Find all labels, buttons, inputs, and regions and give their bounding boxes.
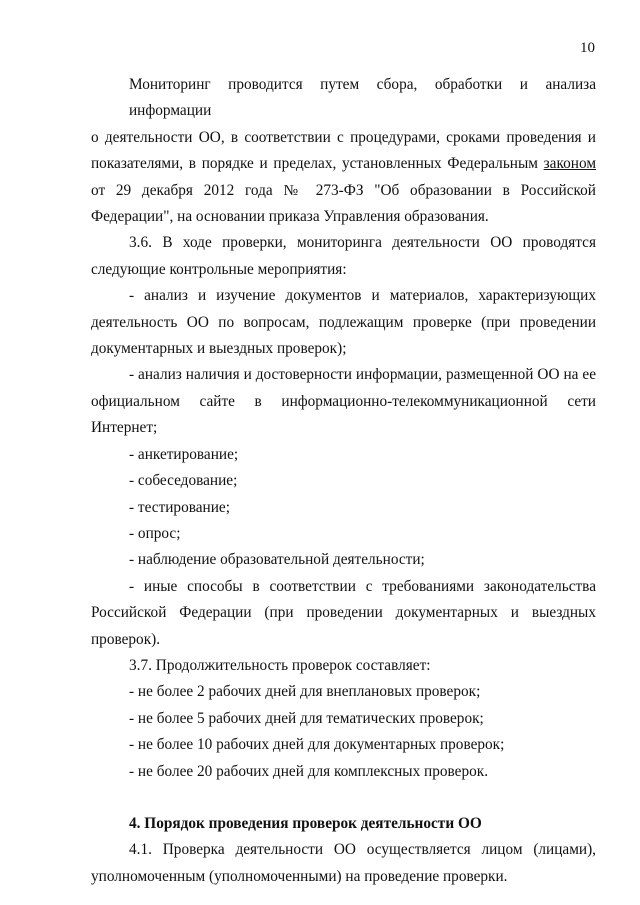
law-link[interactable]: законом	[543, 155, 596, 173]
text-line: Федерации", на основании приказа Управления образования.	[91, 208, 489, 226]
text-line: Российской Федерации (при проведении документарных и выездных	[91, 604, 596, 622]
text-line: следующие контрольные мероприятия:	[91, 260, 347, 278]
paragraph-4-1	[91, 837, 596, 890]
text-line: документарных и выездных проверок);	[91, 340, 347, 358]
text-line: 3.6. В ходе проверки, мониторинга деятельности ОО проводятся	[129, 234, 596, 252]
list-item: - тестирование;	[129, 498, 230, 516]
list-item-duration: - не более 5 рабочих дней для тематических проверок;	[129, 709, 484, 727]
text-line: официальном сайте в информационно-телекоммуникационной сети	[91, 392, 596, 410]
page-content	[91, 72, 596, 890]
list-item-other-methods	[91, 574, 596, 653]
list-item-site-check	[91, 362, 596, 441]
text-line: - анализ и изучение документов и материалов, характеризующих	[129, 287, 596, 305]
text-fragment: показателями, в порядке и пределах, установленных Федеральным	[91, 155, 544, 173]
text-line: - анализ наличия и достоверности информации, размещенной ОО на ее	[129, 366, 596, 384]
page-number: 10	[580, 40, 595, 56]
text-line: от 29 декабря 2012 года № 273-ФЗ "Об образовании в Российской	[91, 181, 596, 199]
list-item: - опрос;	[129, 524, 181, 542]
list-item-duration: - не более 10 рабочих дней для документарных проверок;	[129, 736, 505, 754]
paragraph-3-6	[91, 230, 596, 283]
text-line: проверок).	[91, 630, 161, 648]
blank-line	[91, 785, 596, 811]
text-line: деятельность ОО по вопросам, подлежащим проверке (при проведении	[91, 313, 596, 331]
list-item: - собеседование;	[129, 472, 238, 490]
text-line: 4.1. Проверка деятельности ОО осуществляется лицом (лицами),	[129, 841, 596, 859]
section-4-heading: 4. Порядок проведения проверок деятельности ОО	[129, 814, 482, 832]
list-item-analysis-documents	[91, 283, 596, 362]
text-line: Мониторинг проводится путем сбора, обработки и анализа информации	[129, 76, 596, 120]
list-item-duration: - не более 2 рабочих дней для внеплановых проверок;	[129, 683, 481, 701]
text-line: - иные способы в соответствии с требованиями законодательства	[129, 577, 596, 595]
text-line: уполномоченным (уполномоченными) на проведение проверки.	[91, 867, 508, 885]
list-item-duration: - не более 20 рабочих дней для комплексных проверок.	[129, 762, 489, 780]
text-line: Интернет;	[91, 419, 158, 437]
list-item: - наблюдение образовательной деятельности;	[129, 551, 425, 569]
text-line	[91, 151, 596, 177]
list-item: - анкетирование;	[129, 445, 239, 463]
paragraph-3-7: 3.7. Продолжительность проверок составляет:	[129, 656, 431, 674]
paragraph-monitoring	[91, 72, 596, 230]
text-line: о деятельности ОО, в соответствии с процедурами, сроками проведения и	[91, 128, 596, 146]
